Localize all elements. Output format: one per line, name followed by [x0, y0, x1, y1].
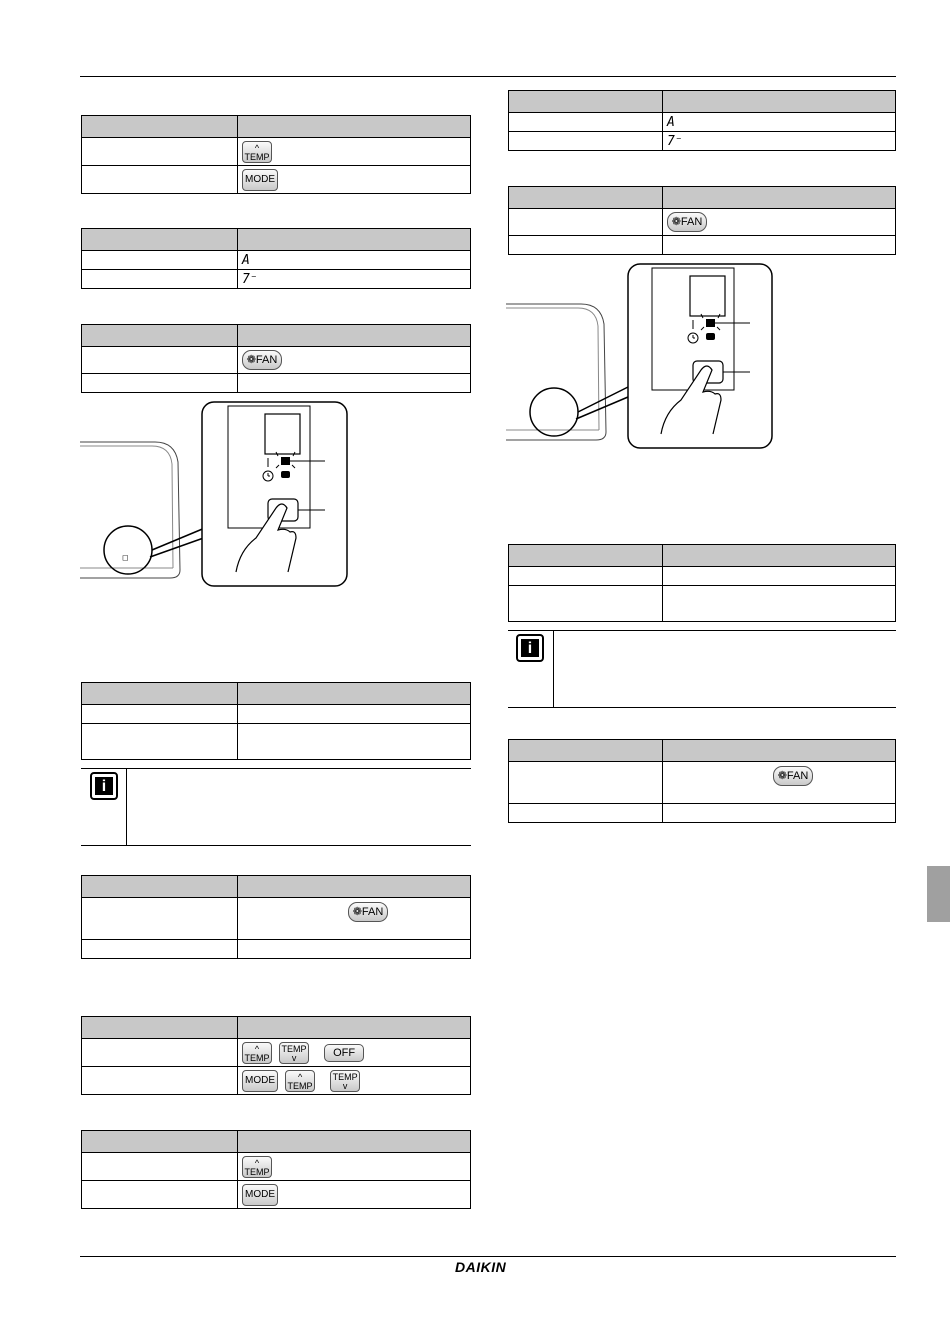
info-icon: i [516, 634, 544, 662]
table-row [509, 762, 896, 804]
temp-down-button: TEMP v [330, 1070, 360, 1092]
table-empty-2 [508, 544, 896, 622]
table-row [509, 113, 896, 132]
table-row [509, 236, 896, 255]
info-rule-bottom [508, 707, 896, 708]
off-button: OFF [324, 1044, 364, 1062]
table-row [509, 804, 896, 823]
table-header-row [509, 545, 896, 567]
mode-button: MODE [242, 1070, 278, 1092]
table-fan-3 [508, 186, 896, 255]
table-fan-2 [81, 875, 471, 959]
table-header-row [82, 325, 471, 347]
table-row [509, 586, 896, 622]
segment-a: A [667, 114, 675, 130]
fan-button: ❁FAN [348, 902, 388, 922]
table-fan-1 [81, 324, 471, 393]
table-row [82, 166, 471, 194]
table-header-row [509, 91, 896, 113]
mode-button: MODE [242, 1184, 278, 1206]
chapter-side-tab [927, 866, 950, 922]
table-row [82, 724, 471, 760]
table-header-row [509, 187, 896, 209]
zoom-circle [104, 526, 152, 574]
segment-7: 7⁻ [242, 271, 258, 287]
table-row [509, 567, 896, 586]
temp-up-button: ^ TEMP [242, 1156, 272, 1178]
zoom-circle [530, 388, 578, 436]
indoor-unit-illustration [80, 400, 352, 588]
info-rule-bottom [81, 845, 471, 846]
mode-button: MODE [242, 169, 278, 191]
info-divider [126, 768, 127, 846]
table-row [82, 374, 471, 393]
table-row [509, 209, 896, 236]
info-icon: i [90, 772, 118, 800]
indoor-unit-illustration [506, 262, 776, 450]
table-row [82, 138, 471, 166]
table-row [82, 705, 471, 724]
table-row [82, 1181, 471, 1209]
info-rule-top [508, 630, 896, 631]
table-combos [81, 1016, 471, 1095]
table-header-row [82, 683, 471, 705]
table-row [509, 132, 896, 151]
table-header-row [82, 229, 471, 251]
table-row [82, 1039, 471, 1067]
info-rule-top [81, 768, 471, 769]
temp-up-button: ^ TEMP [242, 141, 272, 163]
table-display-2 [508, 90, 896, 151]
fan-button: ❁FAN [667, 212, 707, 232]
info-divider [553, 630, 554, 708]
table-header-row [82, 1017, 471, 1039]
table-display-1 [81, 228, 471, 289]
table-header-row [82, 876, 471, 898]
daikin-logo: DAIKIN [455, 1259, 507, 1275]
footer-rule [80, 1256, 896, 1257]
fan-button: ❁FAN [773, 766, 813, 786]
table-row [82, 1067, 471, 1095]
table-header-row [509, 740, 896, 762]
table-header-row [82, 116, 471, 138]
table-row [82, 347, 471, 374]
temp-up-button: ^ TEMP [285, 1070, 315, 1092]
temp-up-button: ^ TEMP [242, 1042, 272, 1064]
table-fan-4 [508, 739, 896, 823]
table-temp-mode-2 [81, 1130, 471, 1209]
svg-text:◻: ◻ [122, 553, 129, 562]
table-header-row [82, 1131, 471, 1153]
segment-7: 7⁻ [667, 133, 683, 149]
table-temp-mode-1 [81, 115, 471, 194]
segment-a: A [242, 252, 250, 268]
table-row [82, 1153, 471, 1181]
table-row [82, 251, 471, 270]
table-row [82, 940, 471, 959]
table-row [82, 898, 471, 940]
table-row [82, 270, 471, 289]
header-rule [80, 76, 896, 77]
fan-button: ❁FAN [242, 350, 282, 370]
table-empty-1 [81, 682, 471, 760]
temp-down-button: TEMP v [279, 1042, 309, 1064]
